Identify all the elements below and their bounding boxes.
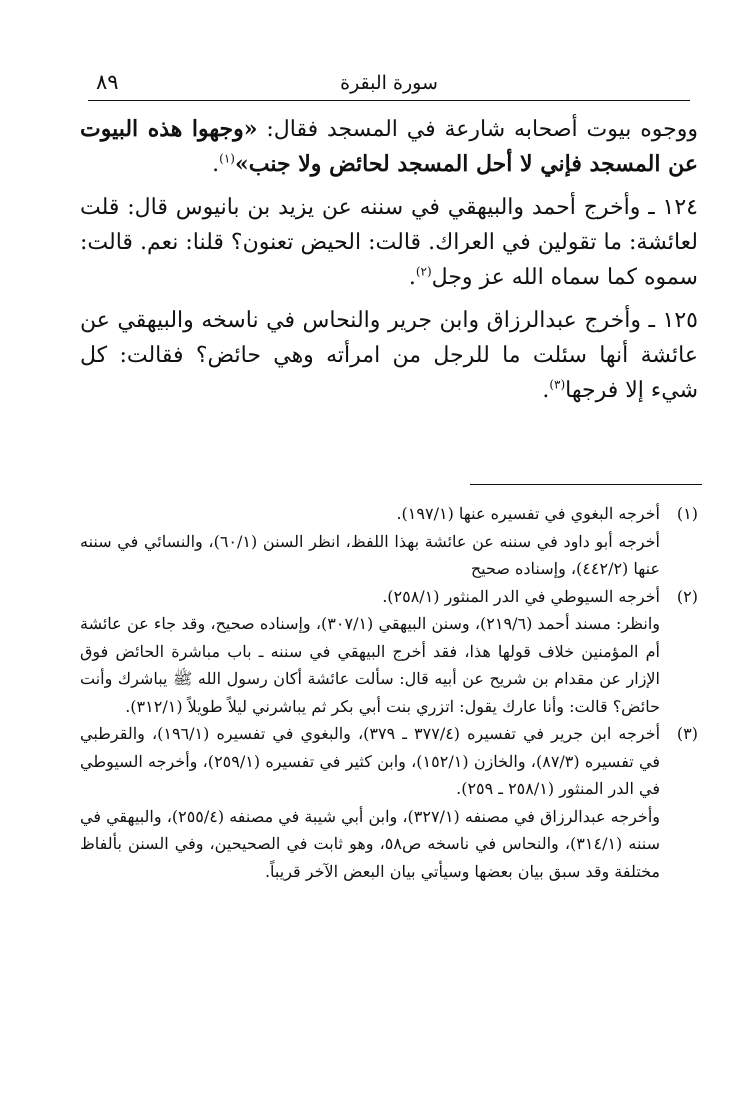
paragraph-end: . bbox=[542, 378, 550, 403]
footnote-number: (١) bbox=[676, 504, 698, 523]
footnote-separator bbox=[470, 484, 702, 485]
paragraph-text: ١٢٥ ـ وأخرج عبدالرزاق وابن جرير والنحاس في ناسخه والبيهقي عن عائشة أنها سئلت ما للرجل من امرأته وهي حائض؟ فقالت: كل شيء إلا فرجها bbox=[80, 308, 698, 403]
paragraph-end: . bbox=[408, 265, 416, 290]
paragraph-text: ١٢٤ ـ وأخرج أحمد والبيهقي في سننه عن يزيد بن بانيوس قال: قلت لعائشة: ما تقولين في العراك. قالت: الحيض تعنون؟ قلنا: نعم. قالت: سموه كما سماه الله عز وجل bbox=[80, 195, 698, 290]
footnote-ref: (١) bbox=[219, 151, 235, 166]
footnote-line: أخرجه ابن جرير في تفسيره (٣٧٧/٤ ـ ٣٧٩)، والبغوي في تفسيره (١٩٦/١)، والقرطبي في تفسيره (٨٧/٣)، والخازن (١٥٢/١)، وابن كثير في تفسيره (٢٥٩/١)، وأخرجه السيوطي في الدر المنثور (٢٥٨/١ ـ ٢٥٩). bbox=[80, 724, 661, 798]
paragraph-125 bbox=[80, 303, 698, 408]
footnotes bbox=[80, 500, 698, 885]
page-header bbox=[88, 70, 690, 101]
surah-title: سورة البقرة bbox=[340, 72, 438, 94]
footnote-line: وانظر: مسند أحمد (٢١٩/٦)، وسنن البيهقي (٣٠٧/١)، وإسناده صحيح، وقد جاء عن عائشة أم المؤمنين خلاف قولها هذا، فقد أخرج البيهقي في سننه ـ باب مباشرة الحائض فوق الإزار عن مقدام بن شريح عن أبيه قال: سألت عائشة أكان رسول الله ﷺ يباشرك وأنت حائض؟ قالت: وأنا عارك يقول: اتزري بنت أبي بكر ثم يباشرني ليلاً طويلاً (٣١٢/١). bbox=[80, 614, 660, 716]
footnote-ref: (٢) bbox=[415, 264, 432, 279]
footnote-line: أخرجه أبو داود في سننه عن عائشة بهذا اللفظ، انظر السنن (٦٠/١)، والنسائي في سننه عنها (٤٤٢/٢)، وإسناده صحيح bbox=[80, 531, 660, 578]
footnote-line: وأخرجه عبدالرزاق في مصنفه (٣٢٧/١)، وابن أبي شيبة في مصنفه (٢٥٥/٤)، والبيهقي في سننه (٣١٤/١)، والنحاس في ناسخه ص٥٨، وهو ثابت في الصحيحين، وفي السنن بألفاظ مختلفة وقد سبق بيان بعضها وسيأتي بيان البعض الآخر قريباً. bbox=[80, 806, 661, 881]
footnote-3 bbox=[80, 720, 698, 885]
paragraph-124 bbox=[80, 190, 698, 295]
footnote-line: أخرجه البغوي في تفسيره عنها (١٩٧/١). bbox=[396, 504, 660, 523]
footnote-number: (٣) bbox=[676, 724, 698, 743]
footnote-2 bbox=[80, 583, 698, 721]
footnote-line: أخرجه السيوطي في الدر المنثور (٢٥٨/١). bbox=[382, 586, 660, 606]
page-number: ٨٩ bbox=[96, 70, 119, 94]
paragraph-end: . bbox=[212, 152, 220, 177]
paragraph-text: ووجوه بيوت أصحابه شارعة في المسجد فقال: bbox=[257, 117, 698, 142]
footnote-number: (٢) bbox=[676, 586, 698, 606]
hadith-quote: «وجهوا هذه البيوت عن المسجد فإني لا أحل المسجد لحائض ولا جنب» bbox=[80, 116, 698, 177]
footnote-ref: (٣) bbox=[549, 377, 566, 392]
paragraph-1 bbox=[80, 112, 698, 182]
main-text bbox=[80, 112, 698, 416]
footnote-1 bbox=[80, 500, 698, 583]
